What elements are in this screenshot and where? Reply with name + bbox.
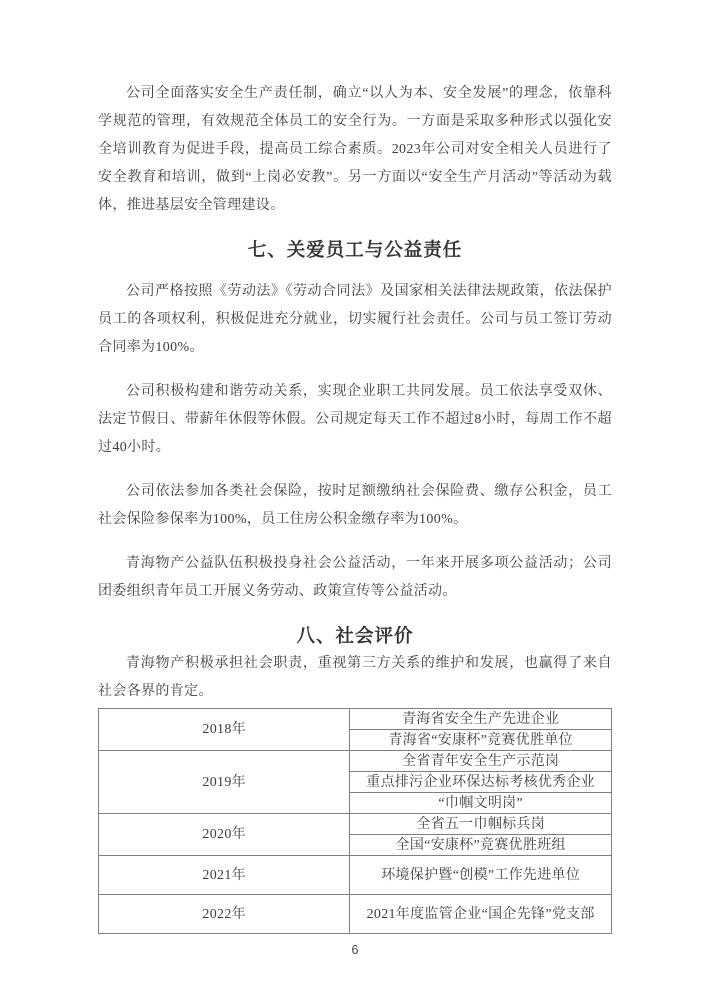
section8-heading: 八、社会评价 bbox=[296, 625, 414, 646]
award-cell: 环境保护暨“创模”工作先进单位 bbox=[350, 856, 612, 895]
awards-table bbox=[98, 708, 612, 934]
intro-paragraph: 公司全面落实安全生产责任制，确立“以人为本、安全发展”的理念，依靠科学规范的管理，有效规范全体员工的安全行为。一方面是采取多种形式以强化安全培训教育为促进手段，提高员工综合素质。2023年公司对安全相关人员进行了安全教育和培训，做到“上岗必安教”。另一方面以“安全生产月活动”等活动为载体，推进基层安全管理建设。 bbox=[98, 86, 612, 213]
award-cell: 全国“安康杯”竞赛优胜班组 bbox=[350, 835, 612, 856]
section7-para-2: 公司积极构建和谐劳动关系，实现企业职工共同发展。员工依法享受双休、法定节假日、带薪年休假等休假。公司规定每天工作不超过8小时，每周工作不超过40小时。 bbox=[98, 384, 612, 455]
page-number: 6 bbox=[351, 943, 359, 957]
award-cell: 重点排污企业环保达标考核优秀企业 bbox=[350, 772, 612, 793]
table-row bbox=[99, 814, 612, 835]
table-row bbox=[99, 709, 612, 730]
award-cell: 青海省安全生产先进企业 bbox=[350, 709, 612, 730]
section7-para-3: 公司依法参加各类社会保险，按时足额缴纳社会保险费、缴存公积金，员工社会保险参保率为100%，员工住房公积金缴存率为100%。 bbox=[98, 484, 612, 527]
award-cell: “巾帼文明岗” bbox=[350, 793, 612, 814]
year-cell: 2021年 bbox=[99, 856, 350, 895]
award-cell: 2021年度监管企业“国企先锋”党支部 bbox=[350, 895, 612, 934]
section7-para-1: 公司严格按照《劳动法》《劳动合同法》及国家相关法律法规政策，依法保护员工的各项权利，积极促进充分就业，切实履行社会责任。公司与员工签订劳动合同率为100%。 bbox=[98, 284, 612, 355]
section7-heading: 七、关爱员工与公益责任 bbox=[247, 239, 463, 260]
table-row bbox=[99, 751, 612, 772]
award-cell: 全省五一巾帼标兵岗 bbox=[350, 814, 612, 835]
table-row bbox=[99, 895, 612, 934]
year-cell: 2020年 bbox=[99, 814, 350, 856]
section8-intro-paragraph: 青海物产积极承担社会职责，重视第三方关系的维护和发展，也赢得了来自社会各界的肯定。 bbox=[98, 656, 612, 699]
year-cell: 2022年 bbox=[99, 895, 350, 934]
year-cell: 2018年 bbox=[99, 709, 350, 751]
table-row bbox=[99, 856, 612, 895]
section7-para-4: 青海物产公益队伍积极投身社会公益活动，一年来开展多项公益活动；公司团委组织青年员工开展义务劳动、政策宣传等公益活动。 bbox=[98, 556, 612, 599]
year-cell: 2019年 bbox=[99, 751, 350, 814]
award-cell: 青海省“安康杯”竞赛优胜单位 bbox=[350, 730, 612, 751]
award-cell: 全省青年安全生产示范岗 bbox=[350, 751, 612, 772]
